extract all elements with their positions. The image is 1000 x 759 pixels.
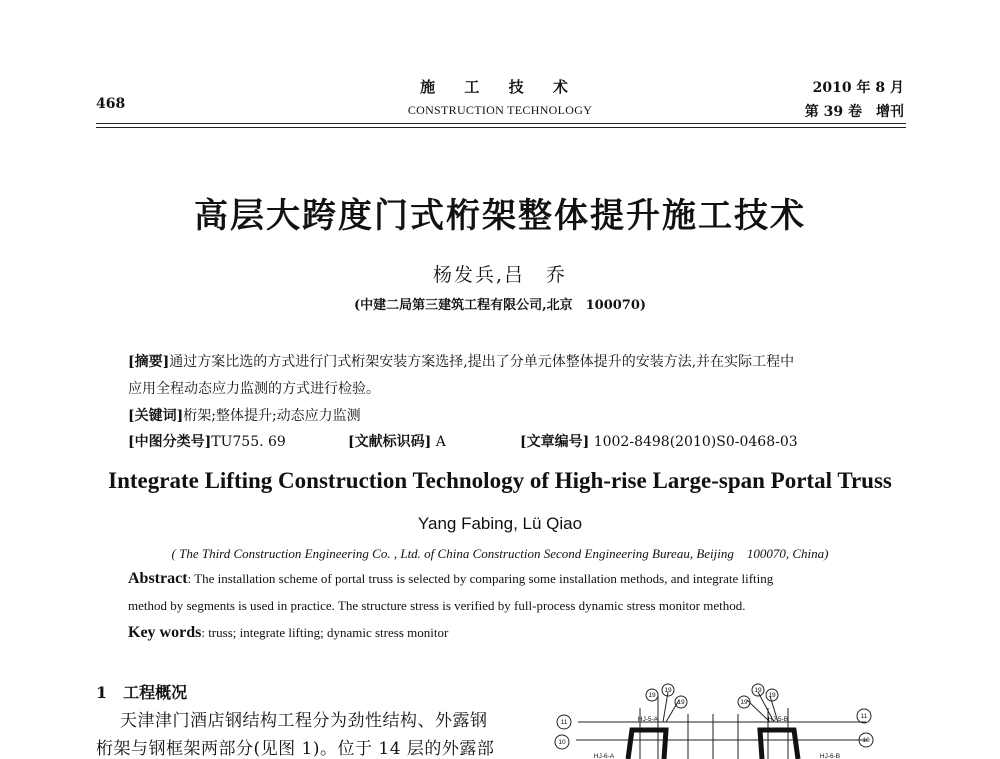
authors-cn: 杨发兵,吕 乔 xyxy=(432,264,568,286)
abstract-en-text1: : The installation scheme of portal truss is selected by comparing some installation methods, and integrate lifting xyxy=(187,571,774,586)
abstract-en-line1 xyxy=(128,570,773,588)
paper-title-cn: 高层大跨度门式桁架整体提升施工技术 xyxy=(194,196,806,236)
axis-label-right2: 10 xyxy=(862,737,870,744)
truss-label-hj6a: HJ-6-A xyxy=(593,753,615,759)
affiliation-cn: (中建二局第三建筑工程有限公司,北京 100070) xyxy=(353,298,647,313)
paper-title-en: Integrate Lifting Construction Technology of High-rise Large-span Portal Truss xyxy=(108,468,892,493)
truss-label-hj5a: HJ-5-A xyxy=(637,716,659,723)
section-heading: 1 工程概况 xyxy=(96,683,188,702)
issue-volume: 第 39 卷 增刊 xyxy=(804,104,904,120)
doc-label: [文献标识码] xyxy=(348,434,432,450)
clc-value: TU755. 69 xyxy=(211,434,286,450)
abstract-cn-label: [摘要] xyxy=(128,354,170,370)
keywords-cn-text: 桁架;整体提升;动态应力监测 xyxy=(183,408,361,424)
doc-code xyxy=(348,431,446,451)
figure-1-truss-plan xyxy=(548,678,888,759)
page-number: 468 xyxy=(96,96,126,112)
abstract-cn-line2: 应用全程动态应力监测的方式进行检验。 xyxy=(128,381,380,397)
issue-info xyxy=(805,76,904,124)
column-label-a1: 19 xyxy=(648,692,656,699)
keywords-en-text: : truss; integrate lifting; dynamic stress monitor xyxy=(201,625,449,640)
column-label-a3: 19 xyxy=(677,699,685,706)
journal-name-en: CONSTRUCTION TECHNOLOGY xyxy=(407,103,593,117)
journal-name-cn: 施 工 技 术 xyxy=(420,78,580,96)
article-number xyxy=(520,431,798,451)
authors-en: Yang Fabing, Lü Qiao xyxy=(417,514,583,533)
column-label-b3: 19 xyxy=(768,692,776,699)
body-text-line2: 桁架与钢框架两部分(见图 1)。位于 14 层的外露部 xyxy=(96,739,495,759)
axis-label-left2: 10 xyxy=(558,739,566,746)
abstract-en-line2: method by segments is used in practice. The structure stress is verified by full-process dynamic stress monitor method. xyxy=(128,598,746,613)
abstract-en-label: Abstract xyxy=(128,570,188,587)
column-label-b2: 19 xyxy=(754,687,762,694)
keywords-cn xyxy=(128,405,361,425)
keywords-en-label: Key words xyxy=(128,624,202,641)
axis-label-right1: 11 xyxy=(860,713,868,720)
article-value: 1002-8498(2010)S0-0468-03 xyxy=(593,434,798,450)
doc-value: A xyxy=(435,434,446,450)
body-text-line1: 天津津门酒店钢结构工程分为劲性结构、外露钢 xyxy=(120,711,488,731)
truss-label-hj5b: HJ-5-B xyxy=(767,716,789,723)
keywords-cn-label: [关键词] xyxy=(128,408,184,424)
classification-line xyxy=(128,431,888,451)
article-label: [文章编号] xyxy=(520,434,590,450)
affiliation-en: ( The Third Construction Engineering Co. , Ltd. of China Construction Second Engineering Bureau, Beijing 100070, China) xyxy=(171,546,829,561)
clc-label: [中图分类号] xyxy=(128,434,212,450)
axis-label-left1: 11 xyxy=(560,719,568,726)
abstract-cn-text1: 通过方案比选的方式进行门式桁架安装方案选择,提出了分单元体整体提升的安装方法,并在实际工程中 xyxy=(169,354,795,370)
keywords-en xyxy=(128,624,448,642)
truss-label-hj6b: HJ-6-B xyxy=(819,753,841,759)
issue-date: 2010 年 8 月 xyxy=(812,80,904,96)
column-label-a2: 19 xyxy=(664,687,672,694)
header-rule-thin xyxy=(96,127,906,128)
abstract-cn-line1 xyxy=(128,351,794,371)
column-label-b1: 19 xyxy=(740,699,748,706)
header-rule-thick xyxy=(96,123,906,124)
